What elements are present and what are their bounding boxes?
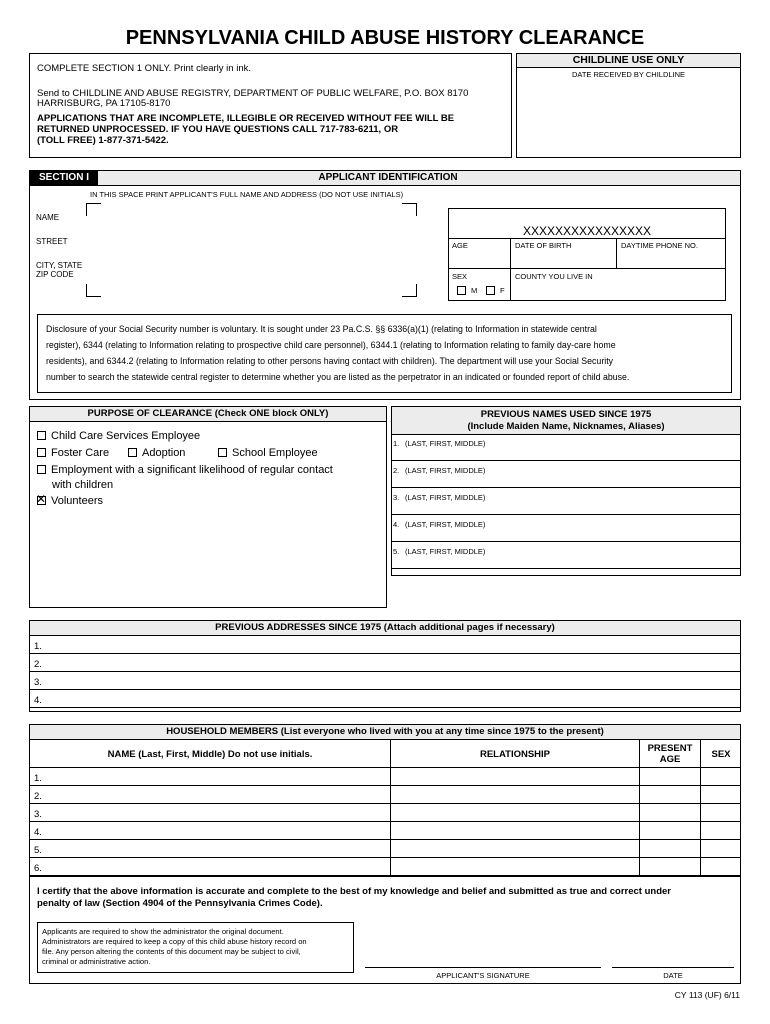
previous-address-number: 2. (34, 659, 42, 670)
section1-heading: APPLICANT IDENTIFICATION (318, 172, 458, 183)
previous-address-number: 1. (34, 641, 42, 652)
age-label: AGE (452, 241, 468, 250)
previous-names-heading2: (Include Maiden Name, Nicknames, Aliases) (467, 421, 665, 432)
household-row[interactable] (29, 768, 741, 786)
signature-line[interactable] (365, 967, 601, 968)
previous-name-number: 4. (393, 520, 400, 529)
adoption-checkbox[interactable] (128, 448, 137, 457)
male-label: M (471, 286, 478, 295)
notice-line4: criminal or administrative action. (42, 957, 151, 966)
previous-address-row[interactable] (29, 672, 741, 690)
bracket-bottom-left (86, 284, 101, 297)
household-row-number: 4. (34, 827, 42, 838)
option-child-care[interactable] (37, 430, 200, 442)
household-row[interactable] (29, 804, 741, 822)
phone-label: DAYTIME PHONE NO. (621, 241, 698, 250)
disclosure-line4: number to search the statewide central register to determine whether you are listed as the perpetrator in an indicated or founded report of child abuse. (46, 372, 630, 382)
signature-label: APPLICANT'S SIGNATURE (436, 971, 530, 980)
disclosure-line3: residents), and 6344.2 (relating to Information relating to other persons having contact with children). The department will use your Social Security (46, 356, 614, 366)
household-row[interactable] (29, 840, 741, 858)
household-row-number: 6. (34, 863, 42, 874)
previous-address-row[interactable] (29, 636, 741, 654)
previous-name-row[interactable] (391, 542, 741, 569)
female-label: F (500, 286, 505, 295)
childline-title: CHILDLINE USE ONLY (572, 54, 685, 66)
disclosure-line2: register), 6344 (relating to Information relating to prospective child care personnel), 6344.1 (relating to Information relating to family day-care home (46, 340, 616, 350)
previous-addresses-heading: PREVIOUS ADDRESSES SINCE 1975 (Attach additional pages if necessary) (215, 622, 555, 633)
bracket-bottom-right (402, 284, 417, 297)
foster-care-label: Foster Care (51, 447, 110, 459)
purpose-heading: PURPOSE OF CLEARANCE (Check ONE block ONLY) (87, 408, 329, 419)
city-label: CITY, STATE (36, 261, 83, 270)
adoption-label: Adoption (142, 447, 186, 459)
id-col-divider-1 (510, 238, 511, 300)
school-employee-label: School Employee (232, 447, 318, 459)
form-number: CY 113 (UF) 6/11 (674, 990, 740, 1000)
form-title: PENNSYLVANIA CHILD ABUSE HISTORY CLEARANCE (125, 27, 645, 49)
previous-name-number: 3. (393, 493, 400, 502)
household-row-number: 3. (34, 809, 42, 820)
male-checkbox[interactable] (457, 286, 466, 295)
bracket-top-right (402, 203, 417, 216)
previous-address-row[interactable] (29, 690, 741, 708)
previous-name-row[interactable] (391, 515, 741, 542)
bracket-top-left (86, 203, 101, 216)
id-col-divider-2 (616, 238, 617, 268)
previous-name-row[interactable] (391, 488, 741, 515)
previous-address-number: 3. (34, 677, 42, 688)
household-heading: HOUSEHOLD MEMBERS (List everyone who lived with you at any time since 1975 to the present) (166, 726, 604, 737)
sex-label: SEX (452, 272, 468, 281)
previous-name-number: 1. (393, 439, 400, 448)
notice-line1: Applicants are required to show the administrator the original document. (42, 927, 284, 936)
ssn-value: XXXXXXXXXXXXXXXX (522, 224, 652, 238)
id-row-divider-2 (448, 268, 726, 269)
employment-label-1: Employment with a significant likelihood of regular contact (51, 464, 333, 476)
date-received-label: DATE RECEIVED BY CHILDLINE (571, 70, 686, 79)
previous-address-number: 4. (34, 695, 42, 706)
id-row-divider-1 (448, 238, 726, 239)
option-volunteers[interactable] (37, 495, 103, 507)
notice-line3: file. Any person altering the contents of this document may be subject to civil, (42, 947, 301, 956)
household-col-sex: SEX (711, 749, 731, 760)
previous-name-row[interactable] (391, 434, 741, 461)
option-adoption[interactable] (128, 447, 185, 459)
name-label: NAME (36, 213, 60, 222)
household-col-name: NAME (Last, First, Middle) Do not use initials. (107, 749, 313, 760)
notice-line2: Administrators are required to keep a copy of this child abuse history record on (42, 937, 307, 946)
school-employee-checkbox[interactable] (218, 448, 227, 457)
foster-care-checkbox[interactable] (37, 448, 46, 457)
county-label: COUNTY YOU LIVE IN (515, 272, 593, 281)
print-instruction: IN THIS SPACE PRINT APPLICANT'S FULL NAME AND ADDRESS (DO NOT USE INITIALS) (90, 190, 404, 199)
previous-name-number: 2. (393, 466, 400, 475)
previous-name-hint: (LAST, FIRST, MIDDLE) (405, 520, 486, 529)
sex-male-option[interactable] (457, 286, 477, 296)
warning-line2: RETURNED UNPROCESSED. IF YOU HAVE QUESTIONS CALL 717-783-6211, OR (37, 124, 399, 135)
previous-address-row[interactable] (29, 654, 741, 672)
household-row[interactable] (29, 786, 741, 804)
household-row-number: 2. (34, 791, 42, 802)
previous-name-row[interactable] (391, 461, 741, 488)
date-label: DATE (663, 971, 683, 980)
sex-female-option[interactable] (486, 286, 505, 296)
option-school-employee[interactable] (218, 447, 318, 459)
child-care-checkbox[interactable] (37, 431, 46, 440)
household-row[interactable] (29, 822, 741, 840)
certify-line2: penalty of law (Section 4904 of the Pennsylvania Crimes Code). (37, 898, 323, 909)
warning-line3: (TOLL FREE) 1-877-371-5422. (37, 135, 169, 146)
send-to-line2: HARRISBURG, PA 17105-8170 (37, 98, 171, 109)
previous-name-hint: (LAST, FIRST, MIDDLE) (405, 547, 486, 556)
previous-name-hint: (LAST, FIRST, MIDDLE) (405, 466, 486, 475)
household-col-present: PRESENT (647, 743, 693, 754)
send-to-line1: Send to CHILDLINE AND ABUSE REGISTRY, DEPARTMENT OF PUBLIC WELFARE, P.O. BOX 8170 (37, 88, 469, 99)
section-label: SECTION I (38, 172, 89, 183)
household-row-number: 1. (34, 773, 42, 784)
female-checkbox[interactable] (486, 286, 495, 295)
previous-name-hint: (LAST, FIRST, MIDDLE) (405, 439, 486, 448)
household-col-relationship: RELATIONSHIP (479, 749, 551, 760)
household-col-age: AGE (659, 754, 681, 765)
disclosure-line1: Disclosure of your Social Security number is voluntary. It is sought under 23 Pa.C.S. §§ 6336(a)(1) (relating to Information in statewide central (46, 324, 597, 334)
employment-label-2: with children (52, 479, 114, 491)
street-label: STREET (36, 237, 68, 246)
volunteers-checkbox-checked[interactable] (37, 496, 46, 505)
previous-names-heading1: PREVIOUS NAMES USED SINCE 1975 (480, 409, 652, 420)
warning-line1: APPLICATIONS THAT ARE INCOMPLETE, ILLEGIBLE OR RECEIVED WITHOUT FEE WILL BE (37, 113, 455, 124)
childline-box (516, 53, 741, 158)
option-employment[interactable] (37, 464, 333, 476)
date-line[interactable] (612, 967, 734, 968)
certify-line1: I certify that the above information is accurate and complete to the best of my knowledge and belief and submitted as true and correct under (37, 886, 671, 897)
child-care-label: Child Care Services Employee (51, 430, 201, 442)
previous-name-number: 5. (393, 547, 400, 556)
employment-checkbox[interactable] (37, 465, 46, 474)
household-row[interactable] (29, 858, 741, 876)
option-foster-care[interactable] (37, 447, 109, 459)
previous-name-hint: (LAST, FIRST, MIDDLE) (405, 493, 486, 502)
header-instruction: COMPLETE SECTION 1 ONLY. Print clearly in ink. (37, 63, 251, 74)
dob-label: DATE OF BIRTH (515, 241, 572, 250)
zip-label: ZIP CODE (36, 270, 74, 279)
household-row-number: 5. (34, 845, 42, 856)
volunteers-label: Volunteers (51, 495, 103, 507)
